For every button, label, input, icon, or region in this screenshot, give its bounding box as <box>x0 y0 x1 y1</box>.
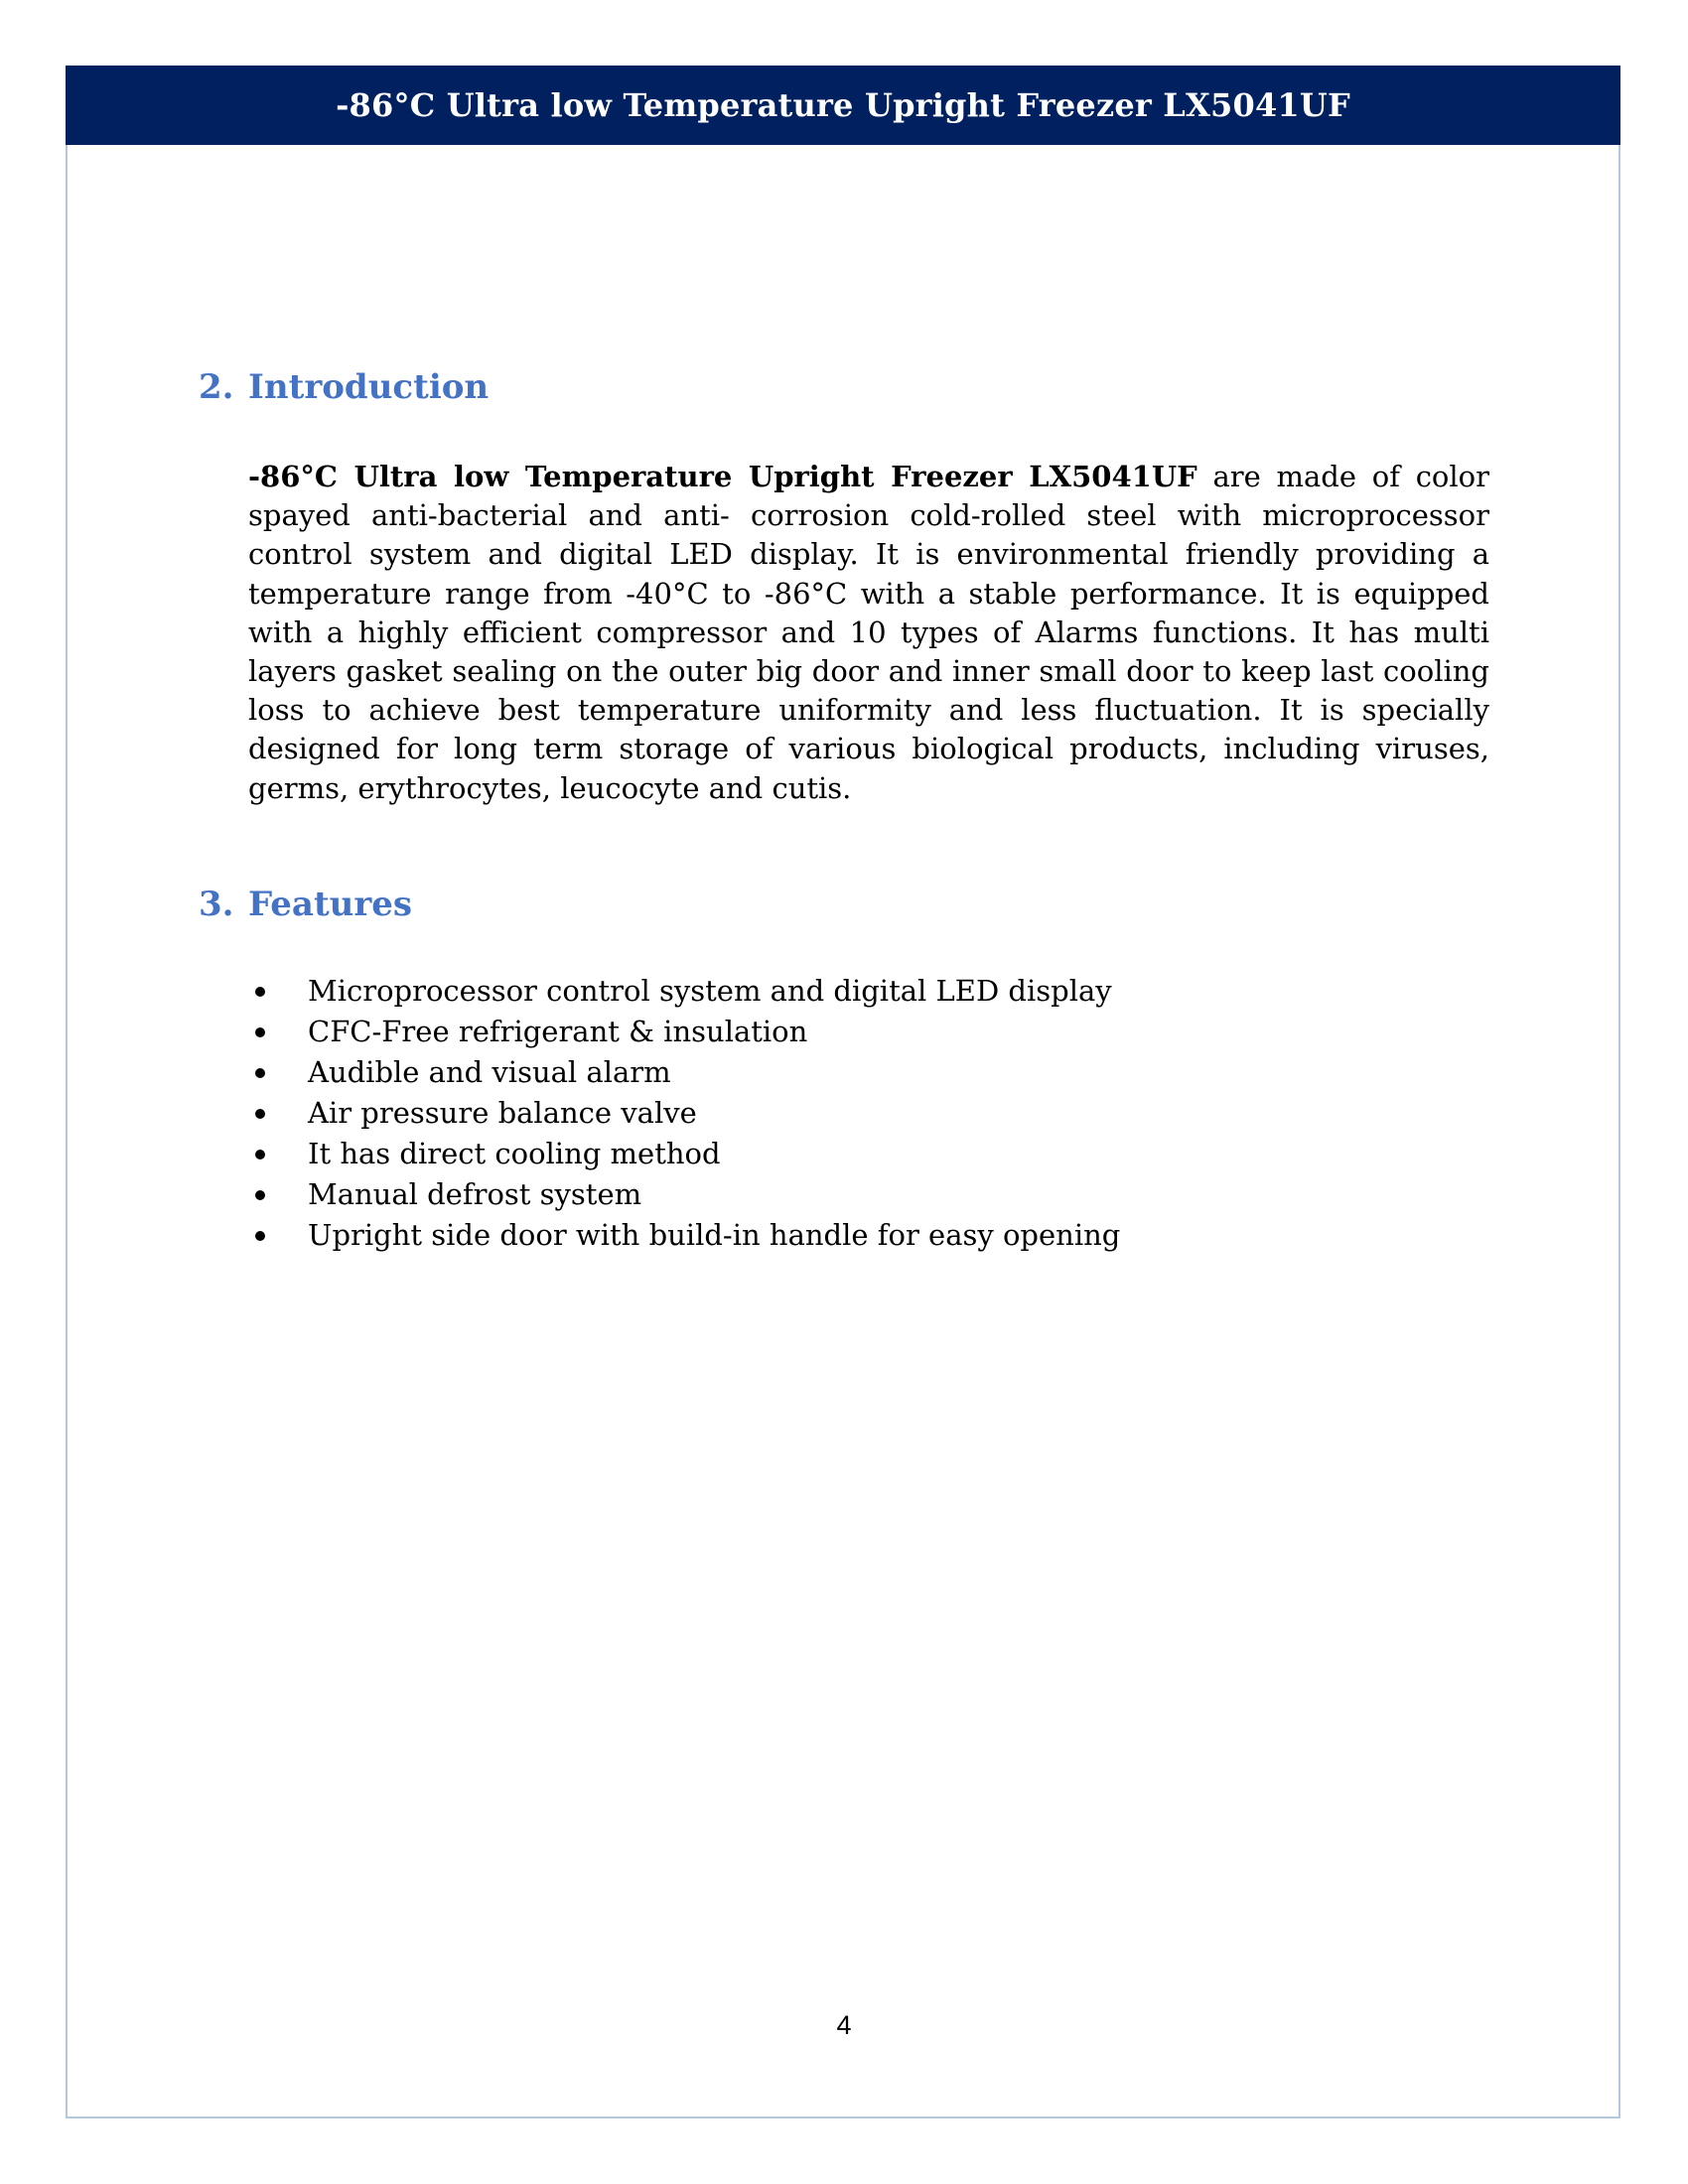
feature-text: CFC-Free refrigerant & insulation <box>308 1015 808 1048</box>
introduction-body: are made of color spayed anti-bacterial and anti- corrosion cold-rolled steel with microprocessor control system and digital LED display. It is environmental friendly providing a temperature range from -40°C to -86°C with a stable performance. It is equipped with a highly efficient compressor and 10 types of Alarms functions. It has multi layers gasket sealing on the outer big door and inner small door to keep last cooling loss to achieve best temperature uniformity and less fluctuation. It is specially designed for long term storage of various biological products, including viruses, germs, erythrocytes, leucocyte and cutis. <box>248 460 1489 805</box>
feature-item <box>248 1134 1120 1174</box>
bullet-icon <box>255 1190 265 1200</box>
feature-item <box>248 971 1120 1012</box>
features-list <box>248 971 1120 1256</box>
introduction-bold-lead: -86°C Ultra low Temperature Upright Freezer LX5041UF <box>248 460 1197 493</box>
bullet-icon <box>255 1109 265 1119</box>
feature-text: Microprocessor control system and digital LED display <box>308 974 1112 1008</box>
introduction-heading <box>199 367 489 407</box>
feature-item <box>248 1012 1120 1052</box>
features-number: 3. <box>199 885 234 924</box>
feature-text: Upright side door with build-in handle for easy opening <box>308 1218 1121 1252</box>
features-heading-text: Features <box>248 885 413 924</box>
feature-item <box>248 1215 1120 1256</box>
bullet-icon <box>255 1150 265 1160</box>
bullet-icon <box>255 1231 265 1241</box>
bullet-icon <box>255 1027 265 1037</box>
feature-text: Air pressure balance valve <box>308 1096 697 1130</box>
document-title: -86°C Ultra low Temperature Upright Freezer LX5041UF <box>336 86 1350 124</box>
introduction-paragraph <box>248 458 1489 808</box>
feature-item <box>248 1052 1120 1093</box>
feature-text: Audible and visual alarm <box>308 1055 671 1089</box>
bullet-icon <box>255 987 265 997</box>
feature-text: It has direct cooling method <box>308 1137 721 1170</box>
page-number: 4 <box>836 2010 852 2040</box>
feature-text: Manual defrost system <box>308 1177 642 1211</box>
features-heading <box>199 885 412 924</box>
introduction-number: 2. <box>199 367 234 407</box>
bullet-icon <box>255 1068 265 1078</box>
introduction-heading-text: Introduction <box>248 367 490 407</box>
header-bar <box>66 66 1620 145</box>
feature-item <box>248 1174 1120 1215</box>
feature-item <box>248 1093 1120 1134</box>
